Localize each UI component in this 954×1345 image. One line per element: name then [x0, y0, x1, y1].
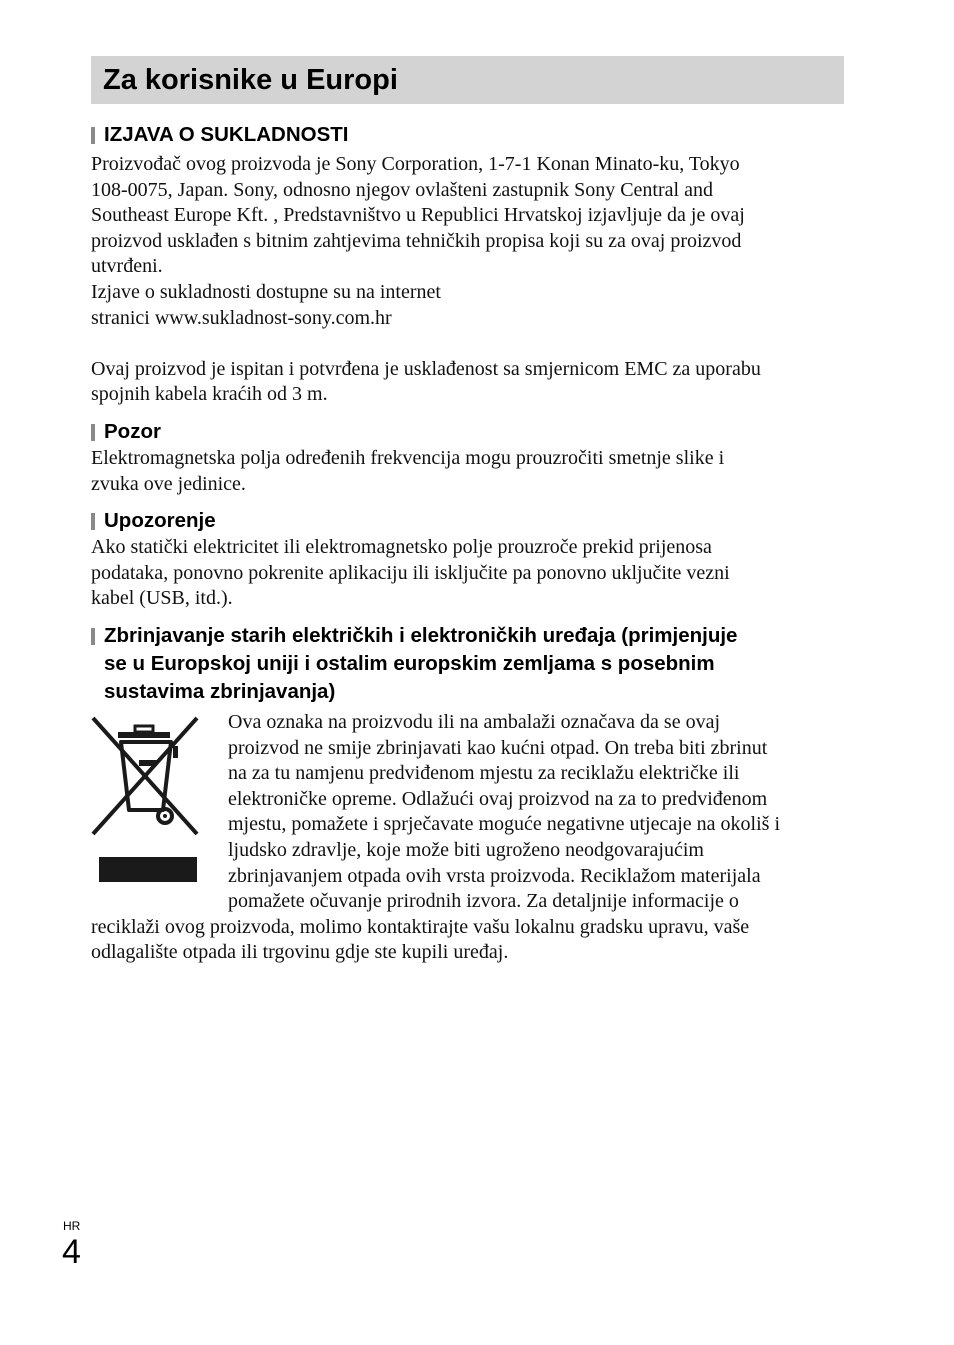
declaration-website-line: stranici www.sukladnost-sony.com.hr: [91, 306, 392, 329]
disposal-side-text: [228, 710, 780, 915]
declaration-heading-text: IZJAVA O SUKLADNOSTI: [104, 123, 349, 146]
caution-text: [91, 446, 844, 497]
disposal-line: ljudsko zdravlje, koje može biti ugroženo neodgovarajućim: [228, 838, 704, 861]
warning-heading: [91, 509, 844, 533]
declaration-line: utvrđeni.: [91, 255, 163, 278]
disposal-line: elektroničke opreme. Odlažući ovaj proizvod na za to predviđenom: [228, 787, 768, 810]
heading-marker: [91, 628, 95, 645]
crossed-out-wheelie-bin-icon: [91, 716, 201, 836]
page-number: 4: [62, 1233, 81, 1271]
declaration-text: [91, 152, 844, 331]
caution-line: Elektromagnetska polja određenih frekvencija mogu prouzročiti smetnje slike i: [91, 447, 725, 469]
disposal-heading-line: sustavima zbrinjavanja): [104, 680, 336, 703]
heading-marker: [91, 424, 95, 441]
weee-black-bar: [99, 857, 197, 882]
warning-line: podataka, ponovno pokrenite aplikaciju ili isključite pa ponovno uključite vezni: [91, 561, 730, 584]
warning-line: kabel (USB, itd.).: [91, 587, 233, 610]
disposal-heading-line: se u Europskoj uniji i ostalim europskim zemljama s posebnim: [104, 652, 715, 675]
warning-text: [91, 535, 844, 612]
heading-marker: [91, 127, 95, 144]
language-code: HR: [63, 1219, 81, 1233]
caution-heading-text: Pozor: [104, 420, 161, 443]
disposal-line: proizvod ne smije zbrinjavati kao kućni otpad. On treba biti zbrinut: [228, 736, 768, 759]
disposal-heading-line: Zbrinjavanje starih električkih i elektroničkih uređaja (primjenjuje: [104, 624, 738, 647]
disposal-line: na za tu namjenu predviđenom mjestu za reciklažu električke ili: [228, 762, 740, 785]
declaration-heading: [91, 123, 844, 147]
declaration-line: Izjave o sukladnosti dostupne su na internet: [91, 280, 441, 303]
caution-line: zvuka ove jedinice.: [91, 472, 246, 495]
emc-line: Ovaj proizvod je ispitan i potvrđena je usklađenost sa smjernicom EMC za uporabu: [91, 357, 761, 380]
disposal-heading-section: [91, 622, 844, 706]
disposal-line: odlagalište otpada ili trgovinu gdje ste kupili uređaj.: [91, 941, 509, 964]
caution-section: [91, 420, 844, 497]
emc-line: spojnih kabela kraćih od 3 m.: [91, 383, 328, 406]
disposal-full-text: [91, 915, 749, 966]
disposal-line: pomažete očuvanje prirodnih izvora. Za detaljnije informacije o: [228, 890, 739, 913]
disposal-line: zbrinjavanjem otpada ovih vrsta proizvoda. Reciklažom materijala: [228, 864, 761, 887]
disposal-heading: [91, 622, 844, 706]
warning-section: [91, 509, 844, 612]
caution-heading: [91, 420, 844, 444]
declaration-line: Proizvođač ovog proizvoda je Sony Corporation, 1-7-1 Konan Minato-ku, Tokyo: [91, 153, 740, 175]
declaration-line: 108-0075, Japan. Sony, odnosno njegov ovlašteni zastupnik Sony Central and: [91, 178, 713, 201]
warning-heading-text: Upozorenje: [104, 509, 216, 532]
page-title-bar: [91, 56, 844, 104]
disposal-line: mjestu, pomažete i sprječavate moguće negativne utjecaje na okoliš i: [228, 813, 781, 836]
declaration-line: Southeast Europe Kft. , Predstavništvo u Republici Hrvatskoj izjavljuje da je ovaj: [91, 204, 745, 227]
declaration-section: [91, 123, 844, 408]
warning-line: Ako statički elektricitet ili elektromagnetsko polje prouzroče prekid prijenosa: [91, 536, 712, 558]
disposal-line: Ova oznaka na proizvodu ili na ambalaži označava da se ovaj: [228, 711, 721, 733]
page-title: Za korisnike u Europi: [103, 64, 398, 96]
emc-text: [91, 357, 844, 408]
heading-marker: [91, 513, 95, 530]
disposal-line: reciklaži ovog proizvoda, molimo kontaktirajte vašu lokalnu gradsku upravu, vaše: [91, 915, 750, 938]
declaration-line: proizvod usklađen s bitnim zahtjevima tehničkih propisa koji su za ovaj proizvod: [91, 229, 742, 252]
